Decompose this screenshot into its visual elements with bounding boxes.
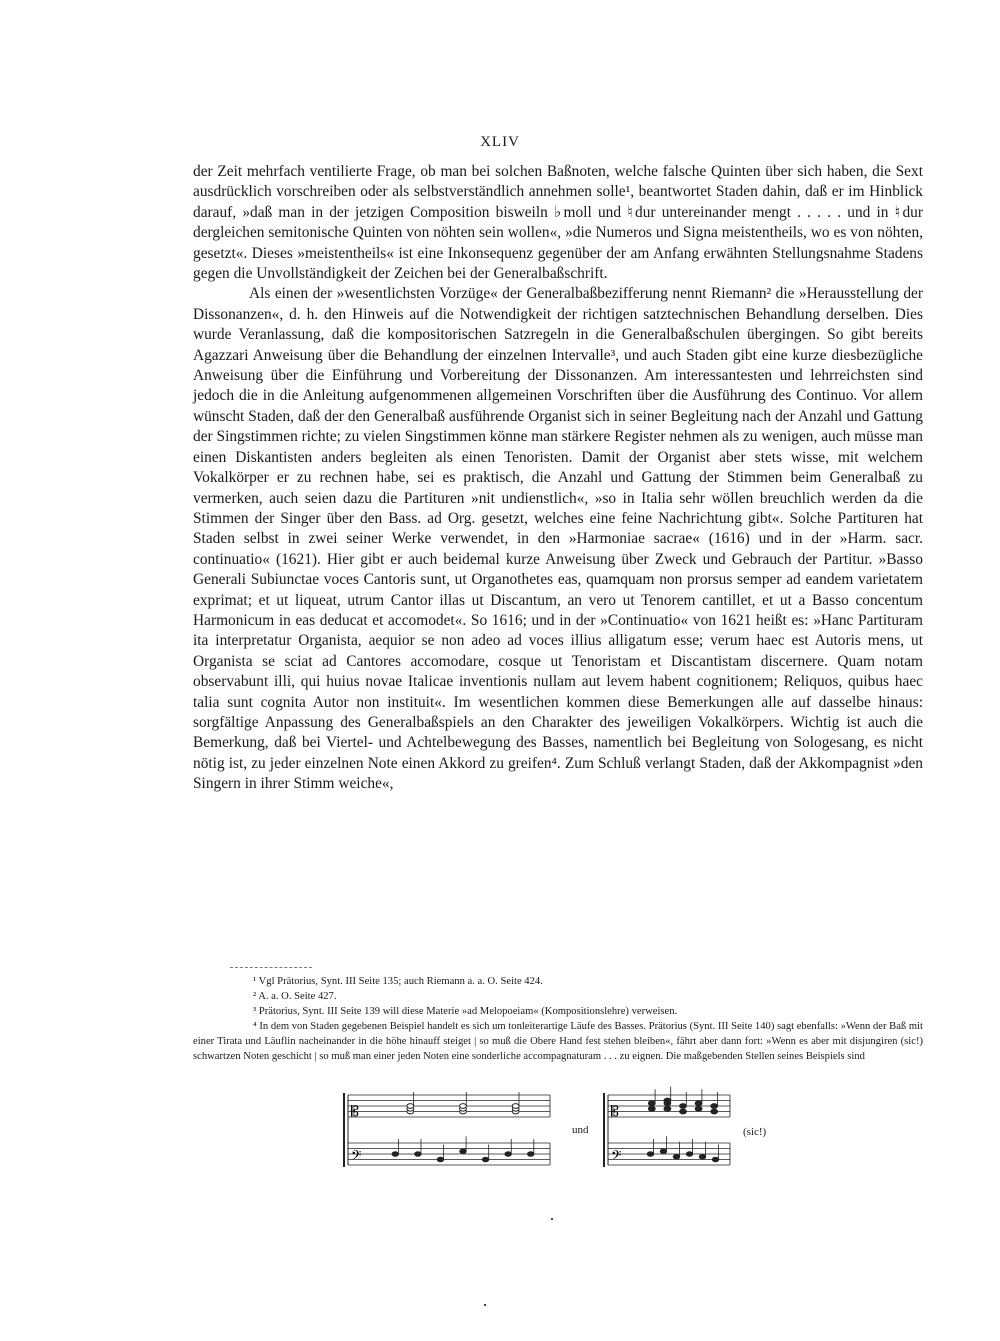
- sic-annotation: (sic!): [743, 1126, 767, 1138]
- c-clef-icon: 𝄡: [611, 1104, 619, 1120]
- bass-note-head: [415, 1152, 421, 1157]
- music-example: [340, 1083, 800, 1178]
- bass-note-head: [699, 1154, 705, 1159]
- bass-note-head: [437, 1157, 443, 1162]
- note-head: [711, 1109, 718, 1114]
- note-head: [695, 1106, 702, 1111]
- footnote-separator: [230, 967, 312, 968]
- footnotes: [193, 974, 923, 1064]
- bass-note-head: [673, 1154, 679, 1159]
- paragraph: Als einen der »wesentlichsten Vorzüge« der Generalbaßbezifferung nennt Riemann² die »Herausstellung der Dissonanzen«, d. h. den Hinweis auf die Notwendigkeit der richtigen satztechnischen Behandlung derselben. Dies wurde Veranlassung, daß die kompositorischen Satzregeln in die Generalbaßschulen übergingen. So gibt bereits Agazzari Anweisung über die Behandlung der einzelnen Intervalle³, und auch Staden gibt eine kurze diesbezügliche Anweisung über die Einführung und Vorbereitung der Dissonanzen. Am interessantesten und lehrreichsten sind jedoch die in die Anleitung aufgenommenen allgemeinen Vorschriften über die Ausführung des Continuo. Vor allem wünscht Staden, daß der den Generalbaß ausführende Organist sich in seiner Begleitung nach der Anzahl und Gattung der Singstimmen richte; zu vielen Singstimmen könne man stärkere Register nehmen als zu wenigen, auch müsse man einen Diskantisten anders begleiten als einen Tenoristen. Damit der Organist aber stets wisse, mit welchem Vokalkörper er zu rechnen habe, sei es praktisch, die Anzahl und Gattung der Stimmen beim Generalbaß zu vermerken, auch seien dazu die Partituren »nit undienstlich«, »so in Italia sehr wöllen breuchlich werden da die Stimmen der Singer über den Bass. ad Org. gesetzt, welches eine feine Nachrichtung gibt«. Solche Partituren hat Staden selbst in zwei seiner Werke verwendet, in den »Harmoniae sacrae« (1616) und in der »Harm. sacr. continuatio« (1621). Hier gibt er auch beidemal kurze Anweisung über Zweck und Gebrauch der Partitur. »Basso Generali Subiunctae voces Cantoris sunt, ut Organothetes eas, quamquam non prorsus semper ad eandem varietatem exprimat; et ut liqueat, utrum Cantor illas ut Discantum, an vero ut Tenorem cantillet, et ut a Basso concentum Harmonicum in eas deducat et accomodet«. So 1616; und in der »Continuatio« von 1621 heißt es: »Hanc Partituram ita interpretatur Organista, aequior se non adeo ad voces illius alligatum esse; verum haec est Autoris mens, ut Organista se sciat ad Cantores accomodare, cosque ut Tenoristam et Discantistam discernere. Quam notam observabunt illi, qui huius novae Italicae inventionis nullam aut levem habent cognitionem; Reliquos, quibus haec talia sunt cognita Autor non instituit«. Im wesentlichen kommen diese Bemerkungen alle auf dasselbe hinaus: sorgfältige Anpassung des Generalbaßspiels an den Charakter des jeweiligen Vokalkörpers. Wichtig ist auch die Bemerkung, daß bei Viertel- und Achtelbewegung des Basses, namentlich bei Begleitung von Sologesang, es nicht nötig ist, zu jeder einzelnen Note einen Akkord zu greifen⁴. Zum Schluß verlangt Staden, daß der Akkompagnist »den Singern in ihrer Stimm weiche«,: [193, 285, 923, 793]
- note-head: [512, 1104, 519, 1109]
- c-clef-icon: 𝄡: [351, 1104, 359, 1120]
- note-head: [664, 1106, 671, 1111]
- note-head: [407, 1104, 414, 1109]
- note-head: [648, 1106, 655, 1111]
- bass-note-head: [392, 1152, 398, 1157]
- music-connector: und: [572, 1124, 589, 1136]
- bass-note-head: [686, 1152, 692, 1157]
- bass-note-head: [505, 1152, 511, 1157]
- bass-note-head: [712, 1157, 718, 1162]
- footnote: ² A. a. O. Seite 427.: [253, 991, 337, 1002]
- bass-note-head: [647, 1152, 653, 1157]
- bass-note-head: [460, 1149, 466, 1154]
- print-speck: [484, 1304, 486, 1306]
- note-head: [680, 1109, 687, 1114]
- bass-note-head: [482, 1157, 488, 1162]
- bass-note-head: [660, 1149, 666, 1154]
- print-speck: [551, 1218, 553, 1220]
- f-clef-icon: 𝄢: [351, 1147, 362, 1167]
- f-clef-icon: 𝄢: [611, 1147, 622, 1167]
- note-head: [695, 1101, 702, 1106]
- note-head: [664, 1098, 671, 1103]
- paragraph: der Zeit mehrfach ventilierte Frage, ob man bei solchen Baßnoten, welche falsche Quinten über sich haben, die Sext ausdrücklich vorschreiben oder als selbstverständlich annehmen solle¹, beantwortet Staden dahin, daß er im Hinblick darauf, »daß man in der jetzigen Composition bisweiln ♭moll und ♮dur untereinander mengt . . . . . und in ♮dur dergleichen semitonische Quinten von nöhten sein wollen«, »die Numeros und Signa meistentheils, wo es von nöhten, gesetzt«. Dieses »meistentheils« ist eine Inkonsequenz gegenüber der am Anfang erwähnten Stellungsnahme Stadens gegen die Unvollständigkeit der Zeichen bei der Generalbaßschrift.: [193, 163, 923, 283]
- page-number: XLIV: [480, 134, 520, 150]
- note-head: [460, 1104, 467, 1109]
- music-notation: [340, 1083, 800, 1178]
- note-head: [648, 1101, 655, 1106]
- main-text: [193, 162, 923, 795]
- note-head: [680, 1104, 687, 1109]
- footnote: ⁴ In dem von Staden gegebenen Beispiel handelt es sich um tonleiterartige Läufe des Basses. Prätorius (Synt. III Seite 140) sagt ebenfalls: »Wenn der Baß mit einer Tirata und Läuflin nacheinander in die höhe hinauff steiget | so muß die Obere Hand fest stehen bleiben«, fährt aber dann fort: »Wenn es aber mit disjungiren (sic!) schwartzen Noten geschicht | so muß man einer jeden Noten eine sonderliche accompagnaturam . . . zu eignen. Die maßgebenden Stellen seines Beispiels sind: [193, 1021, 923, 1062]
- footnote: ¹ Vgl Prätorius, Synt. III Seite 135; auch Riemann a. a. O. Seite 424.: [253, 976, 543, 987]
- footnote: ³ Prätorius, Synt. III Seite 139 will diese Materie »ad Melopoeiam« (Kompositionslehre) verweisen.: [253, 1006, 678, 1017]
- note-head: [711, 1104, 718, 1109]
- bass-note-head: [528, 1152, 534, 1157]
